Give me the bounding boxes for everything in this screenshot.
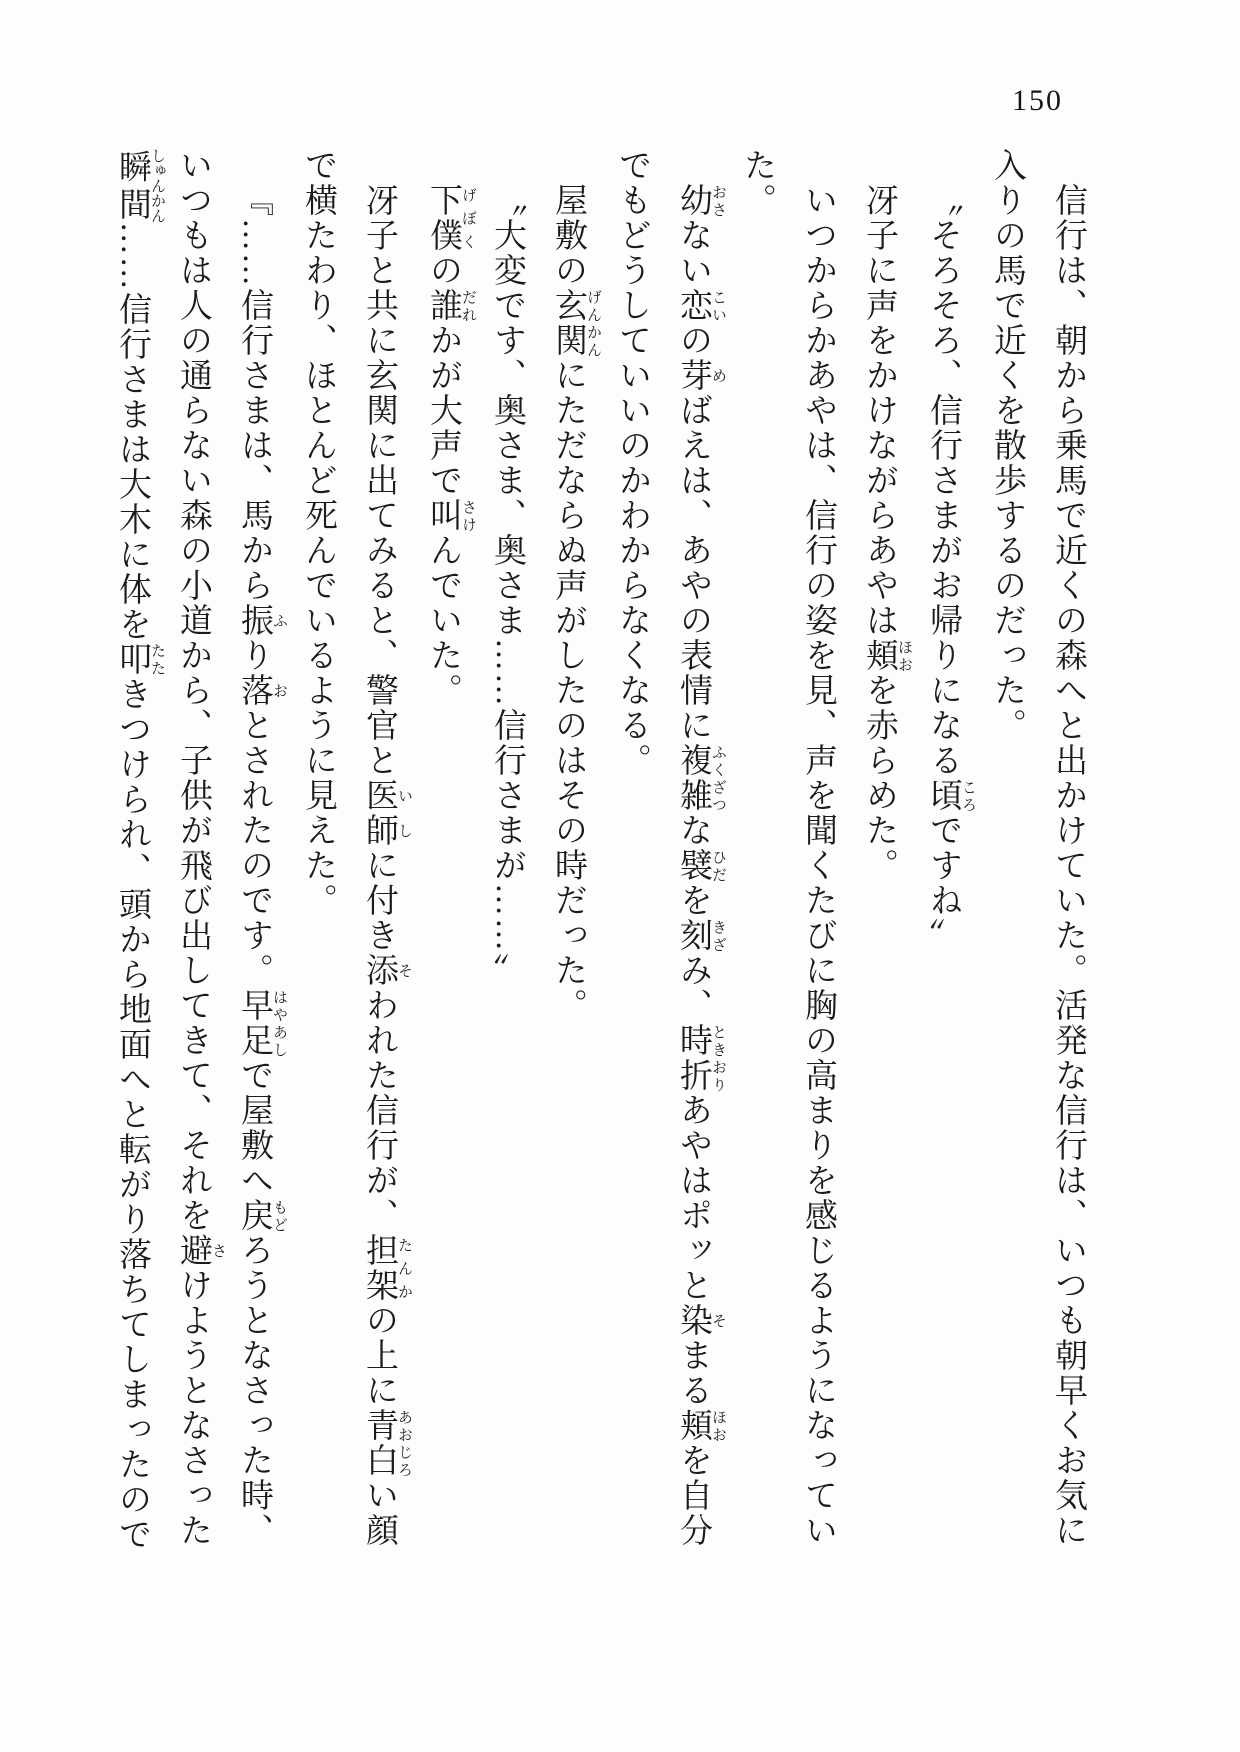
paragraph: 信行は、朝から乗馬で近くの森へと出かけていた。活発な信行は、いつも朝早くお気に 入りの馬で近くを散歩するのだった。 xyxy=(989,148,1086,1548)
ruby-annotated-word: 襞 ひだ xyxy=(675,848,726,883)
ruby-annotated-word: 幼 おさ xyxy=(675,183,726,218)
ruby-annotated-word: 医師 いし xyxy=(361,778,412,848)
ruby-annotated-word: 叫 さけ xyxy=(425,498,476,533)
ruby-annotated-word: 落 お xyxy=(236,673,287,708)
ruby-annotated-word: 芽 め xyxy=(675,358,726,393)
ruby-annotated-word: 下僕 げぼく xyxy=(425,183,476,253)
ruby-annotated-word: 早足 はやあし xyxy=(236,988,287,1058)
ruby-annotated-word: 青白 あおじろ xyxy=(361,1408,412,1478)
ruby-annotated-word: 頃 ころ xyxy=(925,778,976,813)
ruby-annotated-word: 恋 こい xyxy=(675,288,726,323)
ruby-annotated-word: 複雑 ふくざつ xyxy=(675,743,726,813)
paragraph: 屋敷の玄関 げんかんにただならぬ声がしたのはその時だった。 xyxy=(550,183,601,1023)
ruby-annotated-word: 避 さ xyxy=(175,1233,226,1268)
ruby-annotated-word: 刻 きざ xyxy=(675,918,726,953)
ruby-annotated-word: 担架 たんか xyxy=(361,1233,412,1303)
paragraph: いつからかあやは、信行の姿を見、声を聞くたびに胸の高まりを感じるようになってい た。 xyxy=(739,148,836,1548)
ruby-annotated-word: 玄関 げんかん xyxy=(550,288,601,358)
page-number: 150 xyxy=(1012,84,1063,117)
ruby-annotated-word: 染 そ xyxy=(675,1303,726,1338)
paragraph: 〝大変です、奥さま、奥さま……信行さまが……〟 xyxy=(489,183,525,988)
paragraph: 『……信行さまは、馬から振 ふり落 おとされたのです。早足 はやあしで屋敷へ戻 もどろうとなさった時、 いつもは人の通らない森の小道から、子供が飛び出してきて、それを避 さけようとなさった 瞬間 しゅんかん……信行さまは大木に体を叩 たたきつけられ、頭から地面へと転がり落ちてしまったので xyxy=(114,148,287,1552)
ruby-annotated-word: 誰 だれ xyxy=(425,288,476,323)
ruby-annotated-word: 振 ふ xyxy=(236,603,287,638)
ruby-annotated-word: 叩 たた xyxy=(114,641,165,677)
ruby-annotated-word: 戻 もど xyxy=(236,1198,287,1233)
paragraph: 下僕 げぼくの誰 だれかが大声で叫 さけんでいた。 xyxy=(425,183,476,708)
paragraph: 〝そろそろ、信行さまがお帰りになる頃 ころですね〟 xyxy=(925,183,976,953)
paragraph: 幼 おさない恋 こいの芽 めばえは、あやの表情に複雑 ふくざつな襞 ひだを刻 きざみ、時折 ときおりあやはポッと染 そまる頬 ほおを自分 でもどうしていいのかわからなくなる。 xyxy=(614,148,726,1548)
ruby-annotated-word: 添 そ xyxy=(361,953,412,988)
text-block xyxy=(101,148,1098,1572)
ruby-annotated-word: 頬 ほお xyxy=(675,1408,726,1443)
ruby-annotated-word: 時折 ときおり xyxy=(675,1023,726,1093)
paragraph: 冴子に声をかけながらあやは頬 ほおを赤らめた。 xyxy=(861,183,912,883)
paragraph: 冴子と共に玄関に出てみると、警官と医師 いしに付き添 そわれた信行が、担架 たんかの上に青白 あおじろい顔 で横たわり、ほとんど死んでいるように見えた。 xyxy=(300,148,412,1548)
ruby-annotated-word: 頬 ほお xyxy=(861,638,912,673)
ruby-annotated-word: 瞬間 しゅんかん xyxy=(114,148,165,223)
